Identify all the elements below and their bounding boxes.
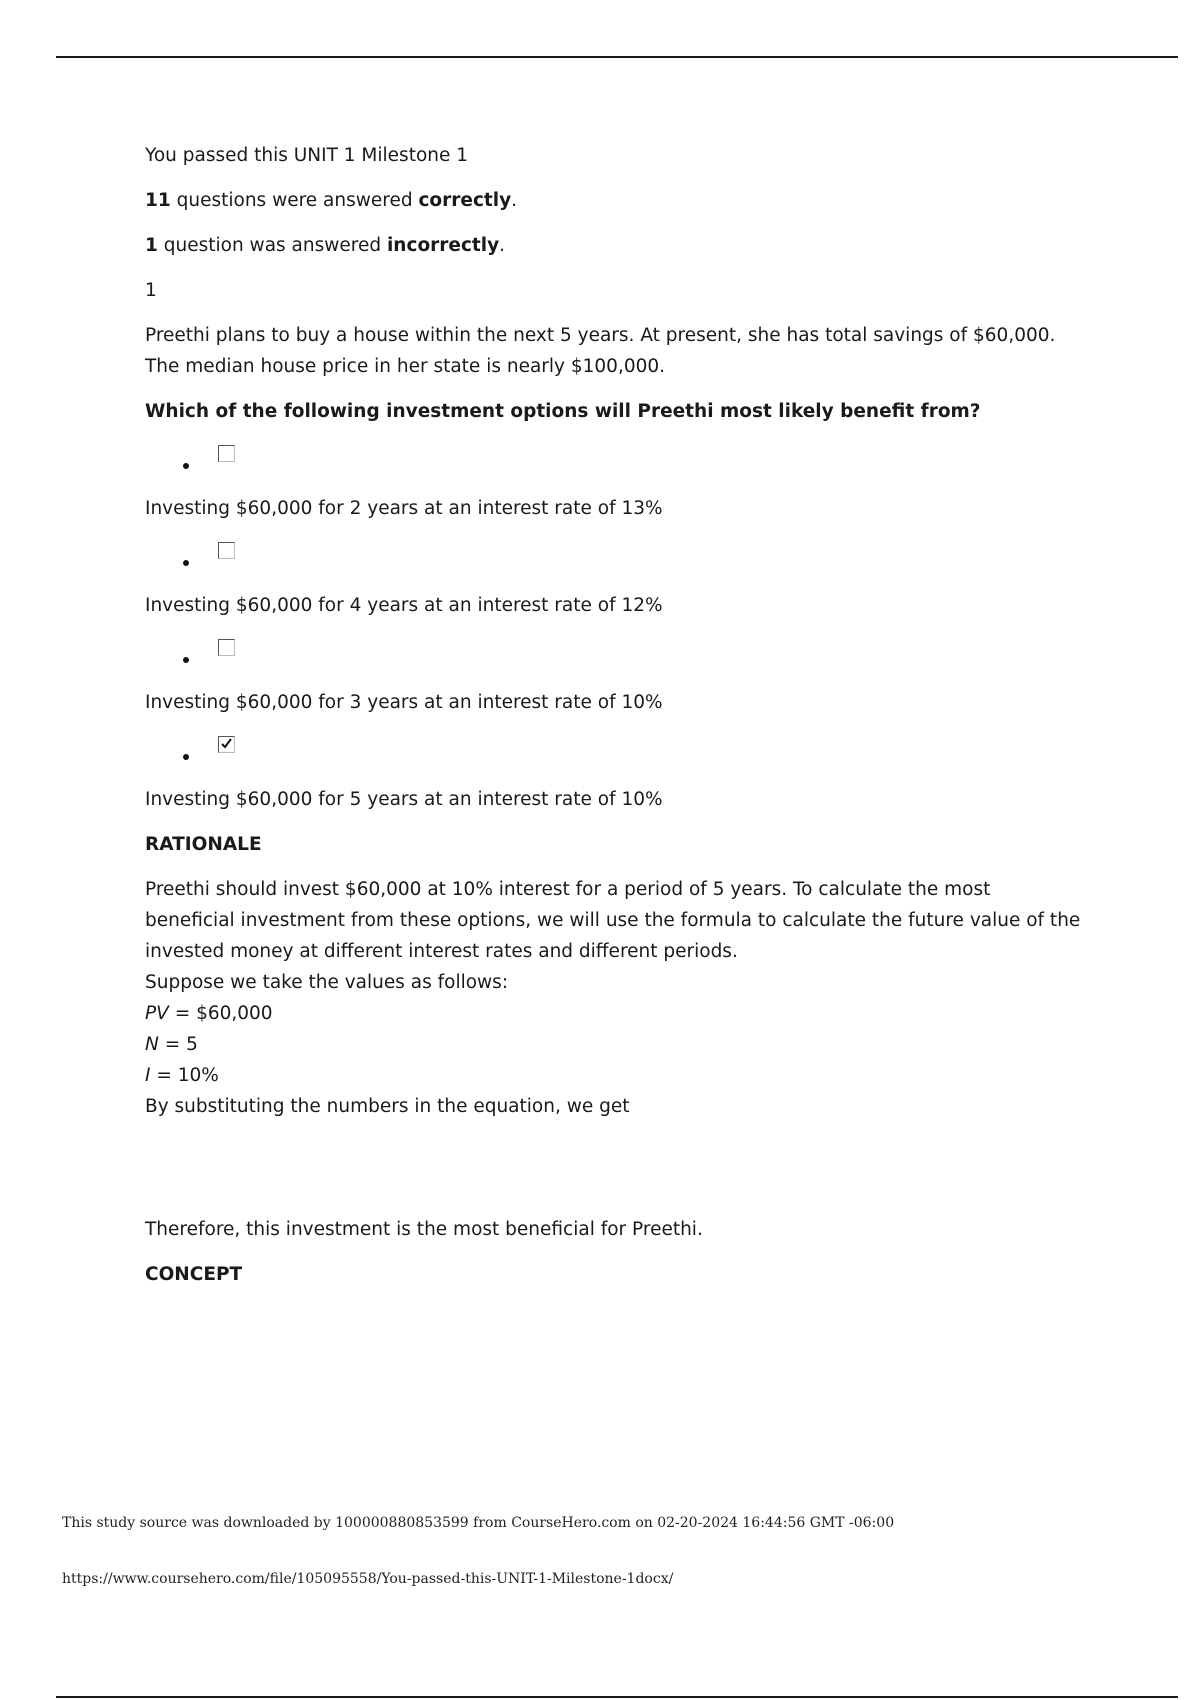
option-3-marker: [145, 635, 1085, 687]
rationale-pv: PV = $60,000: [145, 1003, 273, 1024]
option-1-marker: [145, 441, 1085, 493]
rationale-conclusion: Therefore, this investment is the most beneficial for Preethi.: [145, 1219, 703, 1240]
rationale-substituting: By substituting the numbers in the equation, we get: [145, 1096, 630, 1117]
incorrect-text: question was answered: [157, 235, 387, 256]
option-1-checkbox[interactable]: [218, 445, 235, 462]
option-2-marker: [145, 538, 1085, 590]
source-url[interactable]: https://www.coursehero.com/file/105095558/You-passed-this-UNIT-1-Milestone-1docx/: [62, 1571, 674, 1587]
correct-text: questions were answered: [170, 190, 419, 211]
option-2-checkbox[interactable]: [218, 542, 235, 559]
option-2-label: Investing $60,000 for 4 years at an interest rate of 12%: [145, 595, 663, 616]
page-title: You passed this UNIT 1 Milestone 1: [145, 145, 469, 166]
question-scenario: Preethi plans to buy a house within the next 5 years. At present, she has total savings of $60,000. The median house price in her state is nearly $100,000.: [145, 325, 1056, 377]
bullet-icon: [183, 463, 189, 469]
rationale-i: I = 10%: [145, 1065, 219, 1086]
option-4-checkbox[interactable]: [218, 736, 235, 753]
equation-placeholder: [145, 1122, 1085, 1214]
rationale-heading: RATIONALE: [145, 834, 262, 855]
option-3-checkbox[interactable]: [218, 639, 235, 656]
document-body: [145, 140, 1085, 1290]
option-4-marker: [145, 732, 1085, 784]
question-number: 1: [145, 280, 157, 301]
rationale-n: N = 5: [145, 1034, 198, 1055]
option-3-label: Investing $60,000 for 3 years at an interest rate of 10%: [145, 692, 663, 713]
option-1-label: Investing $60,000 for 2 years at an interest rate of 13%: [145, 498, 663, 519]
incorrect-count: 1: [145, 235, 158, 256]
checkmark-icon: [220, 737, 233, 750]
incorrect-summary: 1 question was answered incorrectly.: [145, 235, 506, 256]
correct-count: 11: [145, 190, 171, 211]
bullet-icon: [183, 657, 189, 663]
top-rule: [56, 56, 1178, 58]
source-attribution: This study source was downloaded by 100000880853599 from CourseHero.com on 02-20-2024 16:44:56 GMT -06:00: [62, 1515, 895, 1531]
rationale-suppose: Suppose we take the values as follows:: [145, 972, 509, 993]
option-4-label: Investing $60,000 for 5 years at an interest rate of 10%: [145, 789, 663, 810]
correct-summary: 11 questions were answered correctly.: [145, 190, 518, 211]
bullet-icon: [183, 754, 189, 760]
concept-heading: CONCEPT: [145, 1264, 243, 1285]
question-prompt: Which of the following investment options will Preethi most likely benefit from?: [145, 401, 981, 422]
bullet-icon: [183, 560, 189, 566]
rationale-paragraph: Preethi should invest $60,000 at 10% interest for a period of 5 years. To calculate the most beneficial investment from these options, we will use the formula to calculate the future value of the invested money at different interest rates and different periods.: [145, 879, 1081, 962]
incorrect-word: incorrectly: [386, 235, 500, 256]
correct-word: correctly: [418, 190, 512, 211]
bottom-rule: [56, 1696, 1178, 1698]
